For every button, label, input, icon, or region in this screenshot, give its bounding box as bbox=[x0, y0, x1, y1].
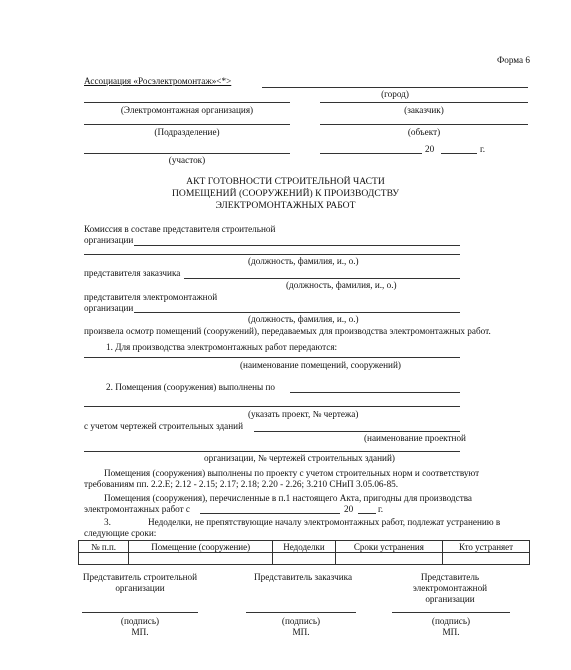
item-2-drawings: с учетом чертежей строительных зданий bbox=[84, 421, 243, 431]
table-cell bbox=[443, 553, 530, 565]
item-1-caption: (наименование помещений, сооружений) bbox=[240, 360, 401, 370]
sign-col-3-title-2: электромонтажной bbox=[412, 583, 488, 593]
city-caption: (город) bbox=[381, 89, 409, 99]
subdivision-caption: (Подразделение) bbox=[154, 127, 220, 137]
para-b-line bbox=[200, 513, 340, 514]
item-2-text: 2. Помещения (сооружения) выполнены по bbox=[106, 382, 276, 392]
subdivision-line bbox=[84, 124, 290, 125]
commission-line-2 bbox=[84, 254, 460, 255]
table-cell bbox=[79, 553, 129, 565]
item-1-text: 1. Для производства электромонтажных работ передаются: bbox=[106, 342, 338, 352]
site-caption: (участок) bbox=[168, 155, 206, 165]
para-b-year-suffix: г. bbox=[378, 504, 384, 514]
sign-caption-1: (подпись) bbox=[120, 616, 160, 626]
object-line bbox=[320, 124, 528, 125]
item-2-line-b bbox=[84, 406, 460, 407]
item-2-line bbox=[290, 392, 460, 393]
item-3-num: 3. bbox=[104, 517, 111, 527]
item-3-text-1: Недоделки, не препятствующие началу электромонтажных работ, подлежат устранению в bbox=[148, 517, 501, 527]
installer-rep-label-2: организации bbox=[84, 303, 134, 313]
year-prefix: 20 bbox=[425, 144, 435, 154]
table-header-terms: Сроки устранения bbox=[335, 541, 442, 553]
position-caption-1: (должность, фамилия, и., о.) bbox=[248, 256, 359, 266]
doc-title-line-3: ЭЛЕКТРОМОНТАЖНЫХ РАБОТ bbox=[215, 200, 356, 211]
site-line bbox=[84, 153, 290, 154]
object-caption: (объект) bbox=[407, 127, 441, 137]
installer-org-caption: (Электромонтажная организация) bbox=[120, 105, 254, 115]
sign-col-2-title-1: Представитель заказчика bbox=[253, 572, 353, 582]
installer-rep-label-1: представителя электромонтажной bbox=[84, 292, 218, 302]
commission-intro: Комиссия в составе представителя строительной bbox=[84, 224, 276, 234]
doc-title-line-1: АКТ ГОТОВНОСТИ СТРОИТЕЛЬНОЙ ЧАСТИ bbox=[186, 176, 385, 187]
installer-org-line bbox=[84, 102, 290, 103]
year-suffix: г. bbox=[480, 144, 486, 154]
table-cell bbox=[129, 553, 273, 565]
table-header-row bbox=[79, 541, 530, 553]
stamp-label-3: МП. bbox=[442, 627, 460, 637]
commission-org-line bbox=[134, 245, 460, 246]
stamp-label-1: МП. bbox=[131, 627, 149, 637]
para-a-1: Помещения (сооружения) выполнены по проекту с учетом строительных норм и соответствуют bbox=[104, 468, 480, 478]
item-1-line bbox=[84, 357, 460, 358]
stamp-label-2: МП. bbox=[292, 627, 310, 637]
table-row bbox=[79, 553, 530, 565]
item-2-caption-2: (наименование проектной bbox=[364, 433, 466, 443]
item-2-drawings-line bbox=[254, 431, 460, 432]
position-caption-3: (должность, фамилия, и., о.) bbox=[248, 314, 359, 324]
para-b-1: Помещения (сооружения), перечисленные в п.1 настоящего Акта, пригодны для производства bbox=[104, 493, 472, 503]
para-b-year-line bbox=[358, 513, 376, 514]
year-line bbox=[441, 153, 477, 154]
inspection-text: произвела осмотр помещений (сооружений), передаваемых для производства электромонтажных работ. bbox=[84, 326, 491, 336]
sign-col-3-title-3: организации bbox=[425, 594, 475, 604]
customer-rep-line bbox=[184, 278, 460, 279]
sign-line-3 bbox=[392, 612, 510, 613]
sign-caption-3: (подпись) bbox=[431, 616, 471, 626]
form-label: Форма 6 bbox=[497, 55, 531, 65]
item-3-text-2: следующие сроки: bbox=[84, 528, 157, 538]
table-cell bbox=[273, 553, 335, 565]
city-line-2 bbox=[320, 102, 528, 103]
table-header-defects: Недоделки bbox=[273, 541, 335, 553]
installer-rep-line bbox=[134, 312, 460, 313]
table-header-who: Кто устраняет bbox=[443, 541, 530, 553]
defects-table bbox=[78, 540, 530, 565]
item-2-caption-3: организации, № чертежей строительных зданий) bbox=[204, 453, 395, 463]
doc-title-line-2: ПОМЕЩЕНИЙ (СООРУЖЕНИЙ) К ПРОИЗВОДСТВУ bbox=[171, 188, 400, 199]
para-a-2: требованиям пп. 2.2.Е; 2.12 - 2.15; 2.17; 2.18; 2.20 - 2.26; 3.210 СНиП 3.05.06-85. bbox=[84, 479, 399, 489]
table-cell bbox=[335, 553, 442, 565]
sign-col-1-title-1: Представитель строительной bbox=[82, 572, 198, 582]
sign-col-1-title-2: организации bbox=[115, 583, 165, 593]
commission-org-label: организации bbox=[84, 235, 134, 245]
sign-col-3-title-1: Представитель bbox=[420, 572, 480, 582]
customer-rep-label: представителя заказчика bbox=[84, 268, 181, 278]
association-label: Ассоциация «Росэлектромонтаж»<*> bbox=[84, 76, 232, 86]
association-line bbox=[262, 87, 528, 88]
date-line bbox=[320, 153, 422, 154]
item-2-caption: (указать проект, № чертежа) bbox=[248, 409, 359, 419]
table-header-num: № п.п. bbox=[79, 541, 129, 553]
item-2-line-c bbox=[84, 451, 460, 452]
para-b-2: электромонтажных работ с bbox=[84, 504, 190, 514]
sign-line-1 bbox=[82, 612, 198, 613]
sign-line-2 bbox=[246, 612, 356, 613]
table-header-room: Помещение (сооружение) bbox=[129, 541, 273, 553]
para-b-year: 20 bbox=[344, 504, 354, 514]
sign-caption-2: (подпись) bbox=[281, 616, 321, 626]
position-caption-2: (должность, фамилия, и., о.) bbox=[286, 280, 397, 290]
customer-caption: (заказчик) bbox=[404, 105, 444, 115]
